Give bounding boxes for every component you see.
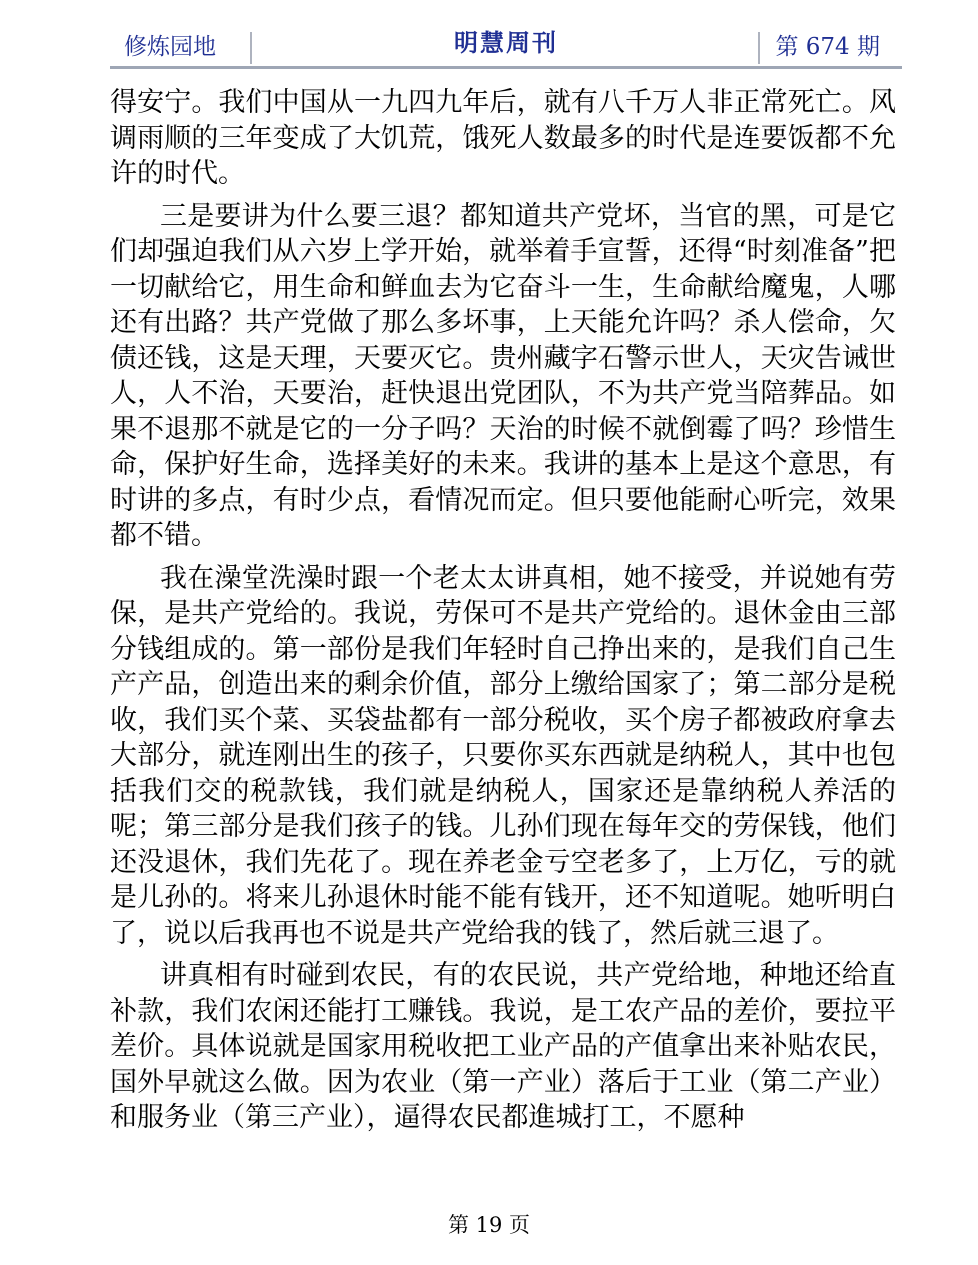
paragraph-1: 得安宁。我们中国从一九四九年后，就有八千万人非正常死亡。风调雨顺的三年变成了大饥荒，饿死人数最多的时代是连要饭都不允许的时代。 <box>110 87 896 189</box>
article-body <box>110 85 896 1136</box>
paragraph-3: 我在澡堂洗澡时跟一个老太太讲真相，她不接受，并说她有劳保，是共产党给的。我说，劳保可不是共产党给的。退休金由三部分钱组成的。第一部份是我们年轻时自己挣出来的，是我们自己生产产品，创造出来的剩余价值，部分上缴给国家了；第二部分是税收，我们买个菜、买袋盐都有一部分税收，买个房子都被政府拿去大部分，就连刚出生的孩子，只要你买东西就是纳税人，其中也包括我们交的税款钱，我们就是纳税人，国家还是靠纳税人养活的呢；第三部分是我们孩子的钱。儿孙们现在每年交的劳保钱，他们还没退休，我们先花了。现在养老金亏空老多了，上万亿，亏的就是儿孙的。将来儿孙退休时能不能有钱开，还不知道呢。她听明白了，说以后我再也不说是共产党给我的钱了，然后就三退了。 <box>110 562 896 949</box>
publication-title: 明慧周刊 <box>454 29 558 57</box>
issue-number: 第 674 期 <box>775 34 880 60</box>
section-title: 修炼园地 <box>124 34 216 60</box>
page-header <box>110 24 902 68</box>
page-number: 第 19 页 <box>447 1213 531 1237</box>
paragraph-4: 讲真相有时碰到农民，有的农民说，共产党给地，种地还给直补款，我们农闲还能打工赚钱。我说，是工农产品的差价，要拉平差价。具体说就是国家用税收把工业产品的产值拿出来补贴农民，国外早就这么做。因为农业（第一产业）落后于工业（第二产业）和服务业（第三产业），逼得农民都進城打工，不愿种 <box>110 960 896 1133</box>
header-divider-right <box>758 32 760 64</box>
header-rule <box>110 66 902 69</box>
paragraph-2: 三是要讲为什么要三退？都知道共产党坏，当官的黑，可是它们却强迫我们从六岁上学开始，就举着手宣誓，还得“时刻准备”把一切献给它，用生命和鲜血去为它奋斗一生，生命献给魔鬼，人哪还有出路？共产党做了那么多坏事，上天能允许吗？杀人偿命，欠债还钱，这是天理，天要灭它。贵州藏字石警示世人，天灾告诫世人，人不治，天要治，赶快退出党团队，不为共产党当陪葬品。如果不退那不就是它的一分子吗？天治的时候不就倒霉了吗？珍惜生命，保护好生命，选择美好的未来。我讲的基本上是这个意思，有时讲的多点，有时少点，看情况而定。但只要他能耐心听完，效果都不错。 <box>110 200 896 551</box>
